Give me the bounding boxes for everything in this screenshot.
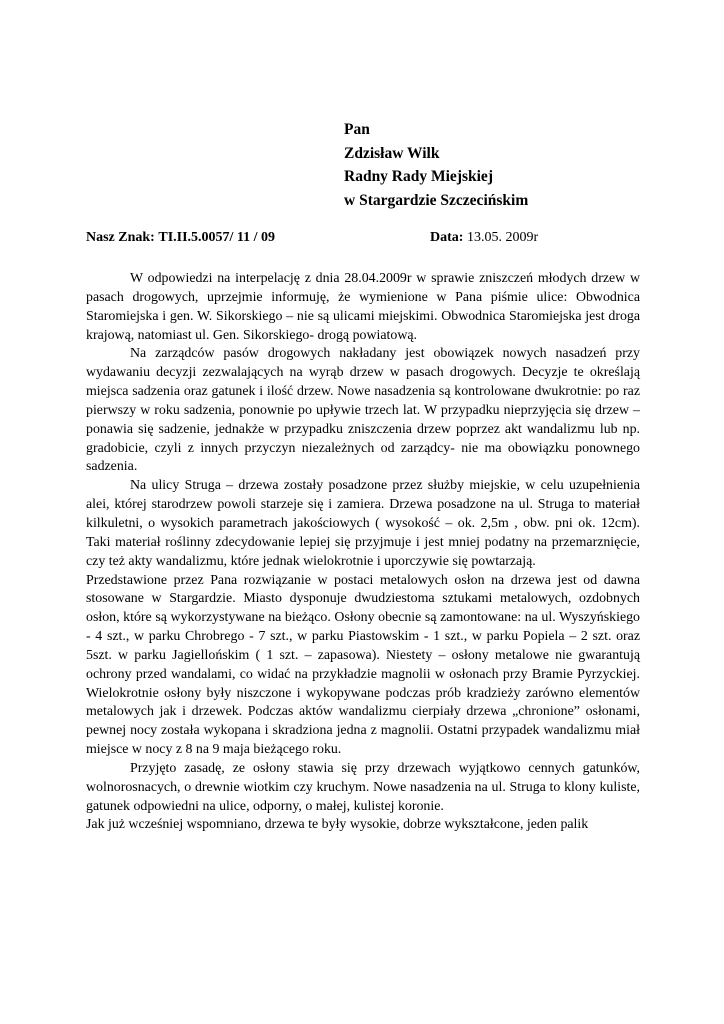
reference-date — [430, 230, 538, 246]
letter-body — [86, 270, 640, 835]
reference-date-label: Data: — [430, 230, 464, 245]
paragraph-obligations: Na zarządców pasów drogowych nakładany jest obowiązek nowych nasadzeń przy wydawaniu decyzji zezwalających na wyrąb drzew w pasach drogowych. Decyzje te określają miejsca sadzenia oraz gatunek i ilość drzew. Nowe nasadzenia są kontrolowane dwukrotnie: po raz pierwszy w roku sadzenia, ponownie po upływie trzech lat. W przypadku nieprzyjęcia się drzew – ponawia się sadzenie, jednakże w przypadku zniszczenia drzew poprzez akt wandalizmu lub np. gradobicie, czyli z innych przyczyn niezależnych od zarządcy- nie ma obowiązku ponownego sadzenia. — [86, 346, 640, 475]
paragraph-struga-street: Na ulicy Struga – drzewa zostały posadzone przez służby miejskie, w celu uzupełnienia alei, której starodrzew powoli starzeje się i zamiera. Drzewa posadzone na ul. Struga to materiał kilkuletni, o wysokich parametrach jakościowych ( wysokość – ok. 2,5m , obw. pni ok. 12cm). Taki materiał roślinny zdecydowanie lepiej się przyjmuje i jest mniej podatny na przemarznięcie, czy też akty wandalizmu, które jednak wielokrotnie i uporczywie się powtarzają. — [86, 478, 640, 569]
paragraph-continuation: Jak już wcześniej wspomniano, drzewa te były wysokie, dobrze wykształcone, jeden palik — [86, 817, 589, 833]
addressee-salutation: Pan — [344, 121, 370, 138]
paragraph-guard-policy: Przyjęto zasadę, ze osłony stawia się przy drzewach wyjątkowo cennych gatunków, wolnorosnacych, o drewnie wiotkim czy kruchym. Nowe nasadzenia na ul. Struga to klony kuliste, gatunek odpowiedni na ulice, odporny, o małej, kulistej koronie. — [86, 760, 640, 814]
addressee-position: Radny Rady Miejskiej — [344, 168, 493, 185]
reference-line — [86, 230, 646, 250]
reference-date-value: 13.05. 2009r — [466, 230, 539, 245]
reference-sign-label: Nasz Znak: — [86, 230, 155, 245]
paragraph-reply: W odpowiedzi na interpelację z dnia 28.04.2009r w sprawie zniszczeń młodych drzew w pasach drogowych, uprzejmie informuję, że wymienione w Pana piśmie ulice: Obwodnica Staromiejska i gen. W. Sikorskiego – nie są ulicami miejskimi. Obwodnica Staromiejska jest droga krajową, natomiast ul. Gen. Sikorskiego- drogą powiatową. — [86, 271, 640, 343]
addressee-location: w Stargardzie Szczecińskim — [344, 191, 529, 209]
addressee-block — [344, 118, 528, 212]
addressee-name: Zdzisław Wilk — [344, 144, 440, 162]
paragraph-metal-guards: Przedstawione przez Pana rozwiązanie w postaci metalowych osłon na drzewa jest od dawna stosowane w Stargardzie. Miasto dysponuje dwudziestoma sztukami metalowych, ozdobnych osłon, które są wykorzystywane na bieżąco. Osłony obecnie są zamontowane: na ul. Wyszyńskiego - 4 szt., w parku Chrobrego - 7 szt., w parku Piastowskim - 1 szt., w parku Popiela – 2 szt. oraz 5szt. w parku Jagiellońskim ( 1 szt. – zapasowa). Niestety – osłony metalowe nie gwarantują ochrony przed wandalami, co widać na przykładzie magnolii w osłonach przy Bramie Pyrzyckiej. Wielokrotnie osłony były niszczone i wykopywane podczas prób kradzieży zarówno elementów metalowych jak i drzewek. Podczas aktów wandalizmu cierpiały drzewa „chronione” osłonami, pewnej nocy została wykopana i skradziona jedna z magnolii. Ostatni przypadek wandalizmu miał miejsce w nocy z 8 na 9 maja bieżącego roku. — [86, 572, 640, 758]
reference-sign — [86, 230, 275, 246]
reference-sign-value: TI.II.5.0057/ 11 / 09 — [158, 230, 276, 245]
